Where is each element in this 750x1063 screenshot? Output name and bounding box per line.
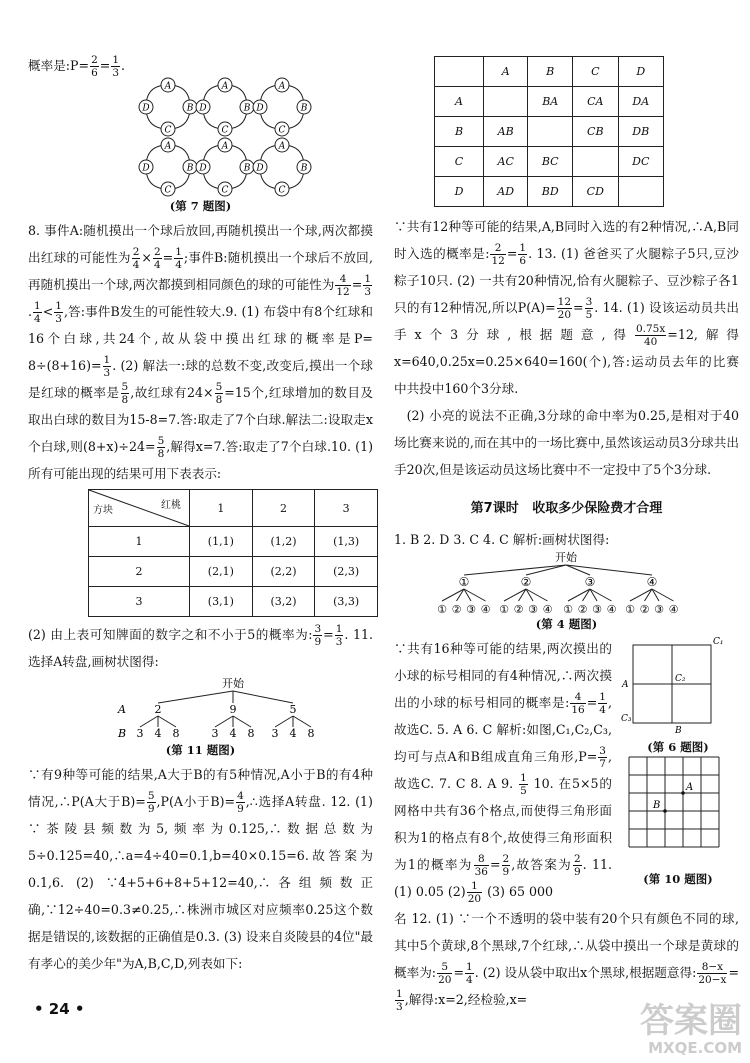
tree-leaf: ③ bbox=[592, 603, 602, 616]
tree-edge bbox=[293, 716, 311, 727]
answer-lesson7-1-4: 1. B 2. D 3. C 4. C 解析:画树状图得: bbox=[394, 532, 610, 547]
tree-edge bbox=[158, 716, 176, 727]
page-number: • 24 • bbox=[34, 1000, 85, 1018]
ball-label: A bbox=[221, 81, 229, 92]
figure-4 bbox=[394, 549, 739, 619]
answer-12-13-14: ∵共有12种等可能的结果,A,B同时入选的有2种情况,∴A,B同时入选的概率是: $\frac{2}{12}$ = $\frac{1}{6}$ . 13. (1) 爸爸买了火腿粽子5只,豆沙粽子10只. (2) 一共有20种情况,恰有火腿粽子、豆沙粽子各1只的有12种情况,所以P(A)= $\frac{12}{20}$ = $\frac{3}{5}$ . 14. (1) 设该运动员共出手x个3分球,根据题意,得 $\frac{0.75x}{40}$ =12,解得x=640,0.25x=0.25×640=160(个),答:运动员去年的比赛中共投中160个3分球. bbox=[394, 219, 739, 396]
tree-edge bbox=[158, 691, 233, 703]
ball-label: A bbox=[221, 141, 229, 152]
point-label: A bbox=[686, 782, 694, 793]
tree-edge bbox=[233, 691, 293, 703]
ball-label: A bbox=[164, 141, 172, 152]
figure-11 bbox=[28, 675, 373, 747]
tree-edge bbox=[215, 716, 233, 727]
figure-6: C₁ C₂ A C₃ B (第 6 题图) bbox=[619, 635, 737, 758]
tree-leaf: ② bbox=[577, 603, 588, 616]
tree-edge bbox=[464, 565, 566, 575]
tree-leaf: ④ bbox=[542, 603, 553, 616]
ball-label: C bbox=[221, 185, 229, 196]
figure-10-grid bbox=[619, 753, 737, 859]
pair-table-12 bbox=[434, 56, 664, 207]
tree-edge bbox=[140, 716, 158, 727]
tree-leaf: ② bbox=[513, 603, 524, 616]
tree-node-b: 8 bbox=[172, 727, 180, 740]
figure-6-grid bbox=[619, 635, 737, 736]
tree-leaf: ① bbox=[437, 603, 447, 616]
tree-node-b: 3 bbox=[211, 727, 219, 740]
table-row: 2 (2,1) (2,2) (2,3) bbox=[89, 557, 378, 587]
table-row: 1 (1,1) (1,2) (1,3) bbox=[89, 527, 378, 557]
tree-leaf: ④ bbox=[668, 603, 679, 616]
lesson7-answers-block bbox=[394, 635, 739, 905]
tree-node-b: 8 bbox=[247, 727, 255, 740]
ball-label: C bbox=[221, 125, 229, 136]
point-label: B bbox=[653, 800, 661, 811]
answer-4-10: ∵共有16种等可能的结果,两次摸出的小球的标号相同的有4种情况,∴两次摸出的小球的标号相同的概率是: $\frac{4}{16}$ = $\frac{1}{4}$ ,故选C. 5. A 6. C 解析:如图,C₁,C₂,C₃,均可与点A和B组成直角三角形,P= $\frac{3}{7}$ ,故选C. 7. C 8. A 9. $\frac{1}{5}$ 10. 在5×5的网格中共有36个格点,而使得三角形面积为1的格点有8个,故使得三角形面积为1的概率为 $\frac{8}{36}$ = $\frac{2}{9}$ ,故答案为 $\frac{2}{9}$ . 11. (1) 0.05 (2) $\frac{1}{20}$ (3) 65 000 bbox=[394, 641, 612, 905]
level-label-b: B bbox=[118, 727, 127, 740]
figure-11-tree bbox=[28, 675, 373, 747]
figure-10: A B (第 10 题图) bbox=[619, 753, 737, 890]
tree-node-b: 4 bbox=[154, 727, 162, 740]
tree-leaf: ③ bbox=[528, 603, 538, 616]
tree-node-b: 3 bbox=[136, 727, 144, 740]
point-label: A bbox=[622, 680, 629, 690]
tree-start: 开始 bbox=[222, 677, 244, 690]
ball-label: C bbox=[278, 125, 286, 136]
ball-label: B bbox=[300, 163, 308, 174]
tree-leaf: ③ bbox=[654, 603, 664, 616]
tree-edge bbox=[233, 716, 251, 727]
ball-label: D bbox=[199, 103, 207, 114]
ball-label: A bbox=[278, 81, 286, 92]
point-label: C₃ bbox=[621, 714, 632, 724]
results-table-10: 红桃 方块 1 2 3 1 (1,1) (1,2) (1,3) 2 (2,1) (2,2) (2,3) 3 (3,1) (3,2) (3,3) bbox=[88, 489, 378, 617]
ball-label: A bbox=[164, 81, 172, 92]
left-column bbox=[28, 52, 373, 977]
fraction: $\frac{1}{3}$ bbox=[112, 54, 119, 79]
ball-label: B bbox=[243, 163, 251, 174]
ball-label: C bbox=[278, 185, 286, 196]
table-row: C AC BC DC bbox=[435, 147, 664, 177]
figure-7-diagram bbox=[28, 79, 373, 199]
table-row: 3 (3,1) (3,2) (3,3) bbox=[89, 587, 378, 617]
tree-node-b: 4 bbox=[229, 727, 237, 740]
table-row: B AB CB DB bbox=[435, 117, 664, 147]
tree-leaf: ② bbox=[451, 603, 462, 616]
tree-node-top: ① bbox=[458, 575, 470, 589]
ball-label: D bbox=[199, 163, 207, 174]
ball-label: B bbox=[300, 103, 308, 114]
tree-node-b: 4 bbox=[289, 727, 297, 740]
answer-11-12: ∵有9种等可能的结果,A大于B的有5种情况,A小于B的有4种情况,∴P(A大于B)= $\frac{5}{9}$ ,P(A小于B)= $\frac{4}{9}$ ,∴选择A转盘. 12. (1) ∵茶陵县频数为5,频率为0.125,∴数据总数为5÷0.125=40,∴a=4÷40=0.1,b=40×0.15=6.故答案为0.1,6. (2) ∵4+5+6+8+5+12=40,∴各组频数正确,∵12÷40=0.3≠0.25,∴株洲市城区对应频率0.25这个数据是错误的,该数据的正确值是0.3. (3) 设来自炎陵县的4位"最有孝心的美少年"为A,B,C,D,列表如下: bbox=[28, 767, 373, 971]
ball-label: C bbox=[164, 125, 172, 136]
tree-leaf: ① bbox=[499, 603, 509, 616]
table-row: D AD BD CD bbox=[435, 177, 664, 207]
table-diagonal-header: 红桃 方块 bbox=[89, 490, 190, 527]
level-label-a: A bbox=[118, 703, 126, 716]
tree-start: 开始 bbox=[555, 551, 577, 564]
tree-node-b: 3 bbox=[271, 727, 279, 740]
answer-10-2: (2) 由上表可知牌面的数字之和不小于5的概率为: $\frac{3}{9}$ = $\frac{1}{3}$ . 11. 选择A转盘,画树状图得: bbox=[28, 623, 373, 669]
tree-node-top: ② bbox=[520, 575, 532, 589]
fraction: $\frac{2}{6}$ bbox=[91, 54, 98, 79]
tree-leaf: ④ bbox=[606, 603, 617, 616]
tree-leaf: ① bbox=[563, 603, 573, 616]
point-label: B bbox=[675, 726, 682, 736]
figure-7-caption: (第 7 题图) bbox=[169, 199, 232, 213]
answer-14-2: (2) 小亮的说法不正确,3分球的命中率为0.25,是相对于40场比赛来说的,而在其中的一场比赛中,虽然该运动员3分球共出手20次,但是该运动员这场比赛中不一定投中了5个3分球. bbox=[394, 408, 739, 477]
ball-label: D bbox=[256, 103, 264, 114]
grid-point bbox=[663, 809, 667, 813]
ball-label: A bbox=[278, 141, 286, 152]
answer-8-9: 8. 事件A:随机摸出一个球后放回,再随机摸出一个球,两次都摸出红球的可能性为 $\frac{2}{4}$ × $\frac{2}{4}$ = $\frac{1}{4}$ ;事件B:随机摸出一个球后不放回,再随机摸出一个球,两次都摸到相同颜色的球的可能性为 $\frac{4}{12}$ = $\frac{1}{3}$ . $\frac{1}{4}$ < $\frac{1}{3}$ ,答:事件B发生的可能性较大.9. (1) 布袋中有8个红球和16个白球,共24个,故从袋中摸出红球的概率是P= 8÷(8+16)= $\frac{1}{3}$ . (2) 解法一:球的总数不变,改变后,摸出一个球是红球的概率是 $\frac{5}{8}$ ,故红球有24× $\frac{5}{8}$ =15个,红球增加的数目及取出白球的数目为15-8=7.答:取走了7个白球.解法二:设取走x个白球,则(8+x)÷24= $\frac{5}{8}$ ,解得x=7.答:取走了7个白球.10. (1) 所有可能出现的结果可用下表表示: bbox=[28, 223, 374, 481]
figure-7 bbox=[28, 79, 373, 203]
tree-leaf: ④ bbox=[480, 603, 491, 616]
table-header-row: A B C D bbox=[435, 57, 664, 87]
ball-label: B bbox=[243, 103, 251, 114]
tree-node-a: 5 bbox=[289, 703, 297, 716]
tree-leaf: ② bbox=[639, 603, 650, 616]
tree-node-top: ③ bbox=[584, 575, 596, 589]
point-label: C₁ bbox=[713, 637, 724, 647]
grid-point bbox=[681, 791, 685, 795]
ball-label: B bbox=[186, 163, 194, 174]
table-row: A BA CA DA bbox=[435, 87, 664, 117]
ball-label: D bbox=[142, 103, 150, 114]
ball-label: B bbox=[186, 103, 194, 114]
tree-leaf: ③ bbox=[466, 603, 476, 616]
point-label: C₂ bbox=[675, 674, 686, 684]
tree-node-a: 2 bbox=[154, 703, 162, 716]
figure-11-caption: (第 11 题图) bbox=[165, 743, 236, 757]
ball-label: D bbox=[256, 163, 264, 174]
figure-4-caption: (第 4 题图) bbox=[535, 617, 598, 631]
tree-node-a: 9 bbox=[229, 703, 237, 716]
lesson-title: 第7课时 收取多少保险费才合理 bbox=[470, 501, 663, 516]
tree-node-top: ④ bbox=[646, 575, 658, 589]
tree-edge bbox=[275, 716, 293, 727]
tree-node-b: 8 bbox=[307, 727, 315, 740]
probability-line: 概率是:P= $\frac{2}{6}$ = $\frac{1}{3}$ . bbox=[28, 54, 126, 79]
answer-12-lesson7: 名 12. (1) ∵一个不透明的袋中装有20个只有颜色不同的球,其中5个黄球,8个黑球,7个红球,∴从袋中摸出一个球是黄球的概率为: $\frac{5}{20}$ = $\frac{1}{4}$ . (2) 设从袋中取出x个黑球,根据题意得: $\frac{8-x}{20-x}$ = $\frac{1}{3}$ ,解得:x=2,经检验,x= bbox=[394, 911, 740, 1013]
right-column bbox=[394, 56, 739, 1013]
tree-leaf: ① bbox=[625, 603, 635, 616]
ball-label: C bbox=[164, 185, 172, 196]
watermark: 答案圈 MXQE.COM bbox=[640, 1001, 742, 1057]
ball-label: D bbox=[142, 163, 150, 174]
figure-4-tree bbox=[394, 549, 739, 619]
